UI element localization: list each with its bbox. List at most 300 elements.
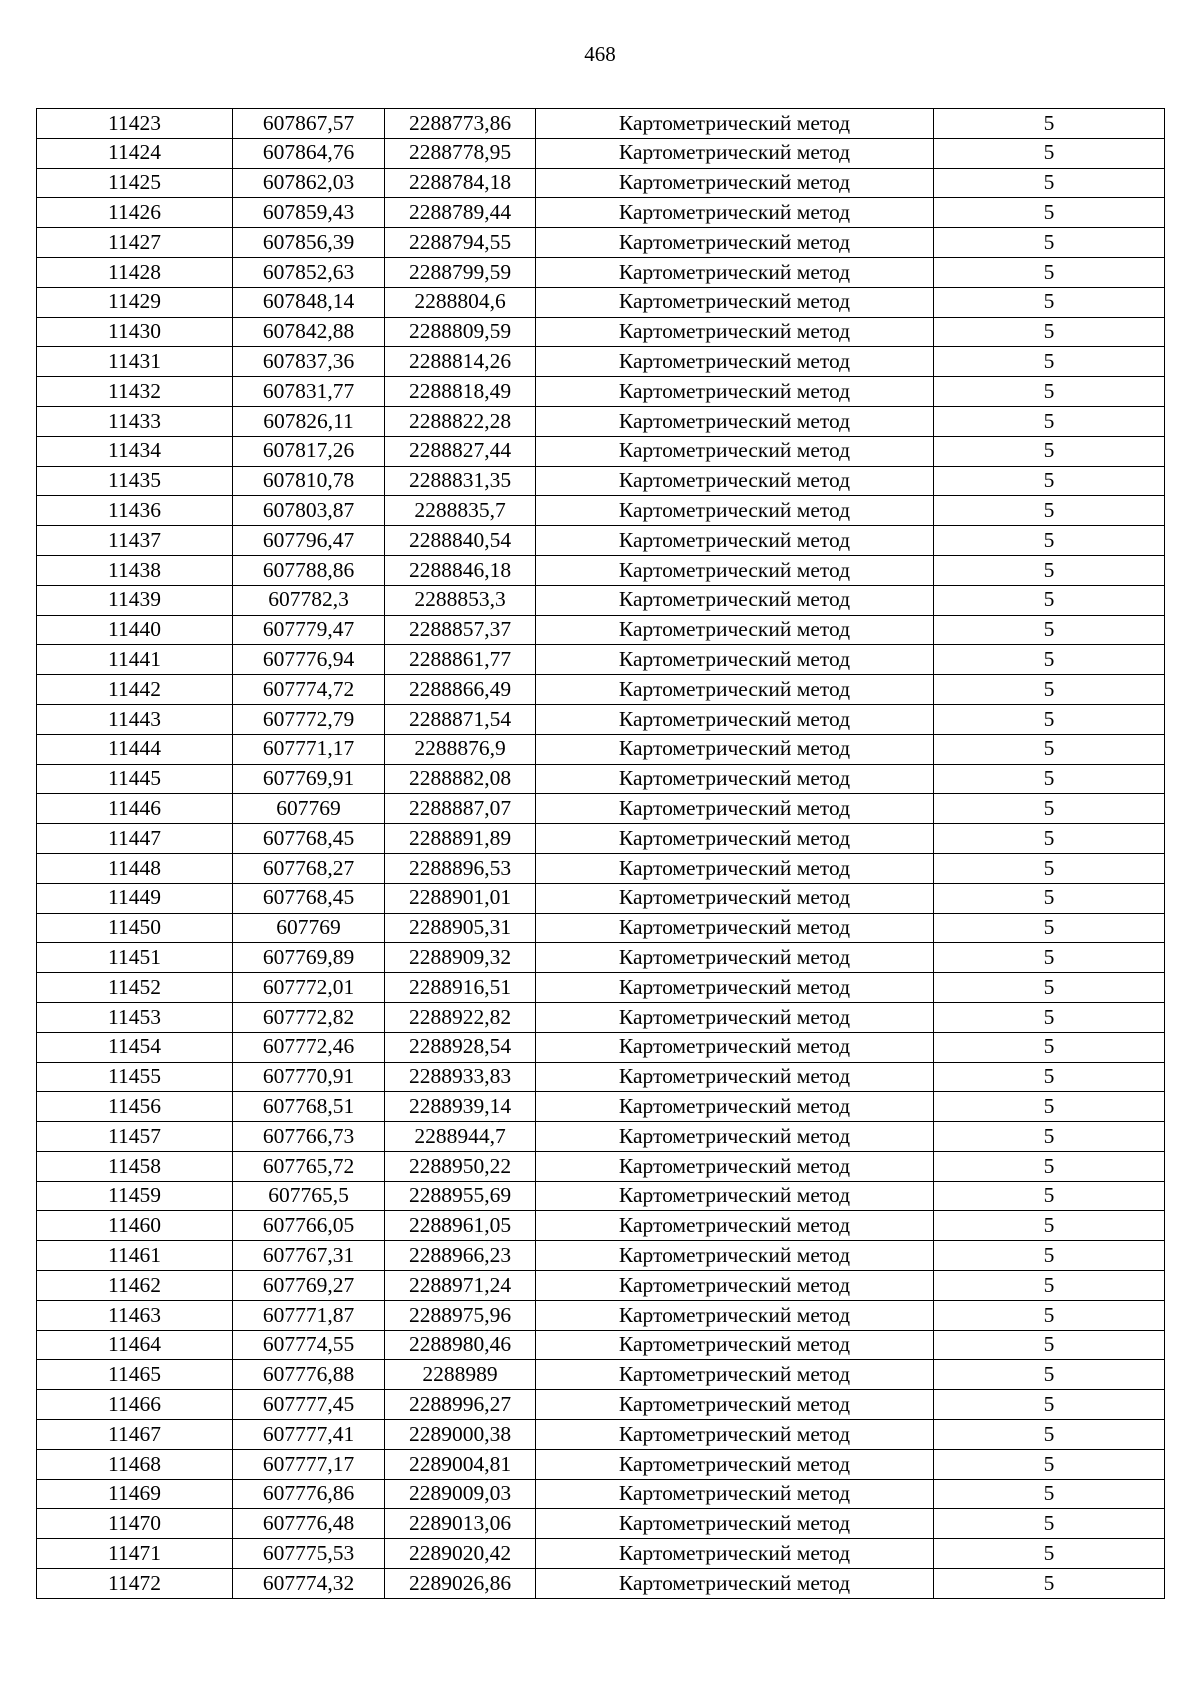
table-row <box>37 794 1165 824</box>
table-row <box>37 1300 1165 1330</box>
method-cell: Картометрический метод <box>536 496 934 526</box>
y-coordinate-cell: 2288794,55 <box>385 228 536 258</box>
method-cell: Картометрический метод <box>536 1479 934 1509</box>
y-coordinate-cell: 2288857,37 <box>385 615 536 645</box>
x-coordinate-cell: 607777,45 <box>233 1390 385 1420</box>
method-cell: Картометрический метод <box>536 943 934 973</box>
point-number-cell: 11425 <box>37 168 233 198</box>
accuracy-cell: 5 <box>934 228 1165 258</box>
x-coordinate-cell: 607779,47 <box>233 615 385 645</box>
coordinates-table <box>36 108 1165 1599</box>
y-coordinate-cell: 2288840,54 <box>385 526 536 556</box>
y-coordinate-cell: 2288822,28 <box>385 406 536 436</box>
point-number-cell: 11447 <box>37 824 233 854</box>
accuracy-cell: 5 <box>934 198 1165 228</box>
method-cell: Картометрический метод <box>536 317 934 347</box>
table-row <box>37 347 1165 377</box>
table-row <box>37 1420 1165 1450</box>
y-coordinate-cell: 2288966,23 <box>385 1241 536 1271</box>
accuracy-cell: 5 <box>934 794 1165 824</box>
accuracy-cell: 5 <box>934 1330 1165 1360</box>
accuracy-cell: 5 <box>934 615 1165 645</box>
y-coordinate-cell: 2288814,26 <box>385 347 536 377</box>
y-coordinate-cell: 2288896,53 <box>385 853 536 883</box>
method-cell: Картометрический метод <box>536 1181 934 1211</box>
table-row <box>37 824 1165 854</box>
x-coordinate-cell: 607776,48 <box>233 1509 385 1539</box>
point-number-cell: 11443 <box>37 704 233 734</box>
point-number-cell: 11424 <box>37 138 233 168</box>
point-number-cell: 11465 <box>37 1360 233 1390</box>
y-coordinate-cell: 2288853,3 <box>385 585 536 615</box>
point-number-cell: 11468 <box>37 1449 233 1479</box>
y-coordinate-cell: 2288827,44 <box>385 436 536 466</box>
table-row <box>37 466 1165 496</box>
x-coordinate-cell: 607768,27 <box>233 853 385 883</box>
table-row <box>37 1062 1165 1092</box>
method-cell: Картометрический метод <box>536 228 934 258</box>
x-coordinate-cell: 607772,01 <box>233 973 385 1003</box>
x-coordinate-cell: 607768,45 <box>233 824 385 854</box>
method-cell: Картометрический метод <box>536 675 934 705</box>
method-cell: Картометрический метод <box>536 1032 934 1062</box>
x-coordinate-cell: 607788,86 <box>233 555 385 585</box>
accuracy-cell: 5 <box>934 1002 1165 1032</box>
accuracy-cell: 5 <box>934 1420 1165 1450</box>
table-row <box>37 973 1165 1003</box>
method-cell: Картометрический метод <box>536 1092 934 1122</box>
y-coordinate-cell: 2288804,6 <box>385 287 536 317</box>
x-coordinate-cell: 607774,32 <box>233 1569 385 1599</box>
method-cell: Картометрический метод <box>536 913 934 943</box>
x-coordinate-cell: 607831,77 <box>233 377 385 407</box>
table-row <box>37 1479 1165 1509</box>
table-row <box>37 913 1165 943</box>
y-coordinate-cell: 2288876,9 <box>385 734 536 764</box>
accuracy-cell: 5 <box>934 347 1165 377</box>
table-row <box>37 555 1165 585</box>
point-number-cell: 11469 <box>37 1479 233 1509</box>
point-number-cell: 11433 <box>37 406 233 436</box>
accuracy-cell: 5 <box>934 1271 1165 1301</box>
accuracy-cell: 5 <box>934 913 1165 943</box>
method-cell: Картометрический метод <box>536 1330 934 1360</box>
point-number-cell: 11446 <box>37 794 233 824</box>
x-coordinate-cell: 607771,87 <box>233 1300 385 1330</box>
accuracy-cell: 5 <box>934 1181 1165 1211</box>
y-coordinate-cell: 2288916,51 <box>385 973 536 1003</box>
table-row <box>37 496 1165 526</box>
accuracy-cell: 5 <box>934 1360 1165 1390</box>
x-coordinate-cell: 607774,55 <box>233 1330 385 1360</box>
method-cell: Картометрический метод <box>536 1449 934 1479</box>
table-row <box>37 1092 1165 1122</box>
accuracy-cell: 5 <box>934 138 1165 168</box>
x-coordinate-cell: 607782,3 <box>233 585 385 615</box>
method-cell: Картометрический метод <box>536 1271 934 1301</box>
accuracy-cell: 5 <box>934 109 1165 139</box>
point-number-cell: 11436 <box>37 496 233 526</box>
x-coordinate-cell: 607776,86 <box>233 1479 385 1509</box>
x-coordinate-cell: 607842,88 <box>233 317 385 347</box>
x-coordinate-cell: 607774,72 <box>233 675 385 705</box>
method-cell: Картометрический метод <box>536 406 934 436</box>
point-number-cell: 11464 <box>37 1330 233 1360</box>
table-row <box>37 228 1165 258</box>
point-number-cell: 11450 <box>37 913 233 943</box>
accuracy-cell: 5 <box>934 1211 1165 1241</box>
accuracy-cell: 5 <box>934 1241 1165 1271</box>
method-cell: Картометрический метод <box>536 1002 934 1032</box>
x-coordinate-cell: 607772,46 <box>233 1032 385 1062</box>
method-cell: Картометрический метод <box>536 287 934 317</box>
method-cell: Картометрический метод <box>536 168 934 198</box>
accuracy-cell: 5 <box>934 287 1165 317</box>
y-coordinate-cell: 2288871,54 <box>385 704 536 734</box>
accuracy-cell: 5 <box>934 704 1165 734</box>
point-number-cell: 11455 <box>37 1062 233 1092</box>
table-row <box>37 1271 1165 1301</box>
table-row <box>37 526 1165 556</box>
table-row <box>37 704 1165 734</box>
method-cell: Картометрический метод <box>536 764 934 794</box>
point-number-cell: 11437 <box>37 526 233 556</box>
y-coordinate-cell: 2288835,7 <box>385 496 536 526</box>
point-number-cell: 11439 <box>37 585 233 615</box>
point-number-cell: 11471 <box>37 1539 233 1569</box>
y-coordinate-cell: 2288909,32 <box>385 943 536 973</box>
accuracy-cell: 5 <box>934 1032 1165 1062</box>
y-coordinate-cell: 2288928,54 <box>385 1032 536 1062</box>
table-row <box>37 257 1165 287</box>
x-coordinate-cell: 607837,36 <box>233 347 385 377</box>
table-row <box>37 287 1165 317</box>
y-coordinate-cell: 2288989 <box>385 1360 536 1390</box>
table-row <box>37 734 1165 764</box>
accuracy-cell: 5 <box>934 1122 1165 1152</box>
y-coordinate-cell: 2288789,44 <box>385 198 536 228</box>
accuracy-cell: 5 <box>934 645 1165 675</box>
method-cell: Картометрический метод <box>536 109 934 139</box>
accuracy-cell: 5 <box>934 1509 1165 1539</box>
y-coordinate-cell: 2288818,49 <box>385 377 536 407</box>
y-coordinate-cell: 2288861,77 <box>385 645 536 675</box>
table-row <box>37 883 1165 913</box>
page-number: 468 <box>584 42 616 66</box>
method-cell: Картометрический метод <box>536 615 934 645</box>
method-cell: Картометрический метод <box>536 198 934 228</box>
point-number-cell: 11467 <box>37 1420 233 1450</box>
x-coordinate-cell: 607769 <box>233 794 385 824</box>
table-row <box>37 1390 1165 1420</box>
accuracy-cell: 5 <box>934 257 1165 287</box>
accuracy-cell: 5 <box>934 1569 1165 1599</box>
point-number-cell: 11432 <box>37 377 233 407</box>
method-cell: Картометрический метод <box>536 1211 934 1241</box>
y-coordinate-cell: 2288961,05 <box>385 1211 536 1241</box>
point-number-cell: 11459 <box>37 1181 233 1211</box>
table-row <box>37 317 1165 347</box>
y-coordinate-cell: 2288901,01 <box>385 883 536 913</box>
x-coordinate-cell: 607777,17 <box>233 1449 385 1479</box>
table-row <box>37 1569 1165 1599</box>
table-row <box>37 1211 1165 1241</box>
method-cell: Картометрический метод <box>536 883 934 913</box>
x-coordinate-cell: 607776,88 <box>233 1360 385 1390</box>
y-coordinate-cell: 2288831,35 <box>385 466 536 496</box>
method-cell: Картометрический метод <box>536 1509 934 1539</box>
table-row <box>37 585 1165 615</box>
method-cell: Картометрический метод <box>536 555 934 585</box>
accuracy-cell: 5 <box>934 377 1165 407</box>
method-cell: Картометрический метод <box>536 824 934 854</box>
y-coordinate-cell: 2288778,95 <box>385 138 536 168</box>
table-row <box>37 615 1165 645</box>
point-number-cell: 11470 <box>37 1509 233 1539</box>
point-number-cell: 11458 <box>37 1151 233 1181</box>
method-cell: Картометрический метод <box>536 526 934 556</box>
point-number-cell: 11441 <box>37 645 233 675</box>
accuracy-cell: 5 <box>934 436 1165 466</box>
accuracy-cell: 5 <box>934 675 1165 705</box>
point-number-cell: 11429 <box>37 287 233 317</box>
method-cell: Картометрический метод <box>536 1539 934 1569</box>
method-cell: Картометрический метод <box>536 585 934 615</box>
x-coordinate-cell: 607826,11 <box>233 406 385 436</box>
point-number-cell: 11423 <box>37 109 233 139</box>
y-coordinate-cell: 2288944,7 <box>385 1122 536 1152</box>
x-coordinate-cell: 607777,41 <box>233 1420 385 1450</box>
table-row <box>37 1032 1165 1062</box>
table-row <box>37 1509 1165 1539</box>
x-coordinate-cell: 607769,27 <box>233 1271 385 1301</box>
accuracy-cell: 5 <box>934 1539 1165 1569</box>
y-coordinate-cell: 2288882,08 <box>385 764 536 794</box>
method-cell: Картометрический метод <box>536 1420 934 1450</box>
x-coordinate-cell: 607766,05 <box>233 1211 385 1241</box>
y-coordinate-cell: 2289013,06 <box>385 1509 536 1539</box>
accuracy-cell: 5 <box>934 1092 1165 1122</box>
table-body <box>37 109 1165 1599</box>
point-number-cell: 11438 <box>37 555 233 585</box>
table-row <box>37 138 1165 168</box>
x-coordinate-cell: 607768,45 <box>233 883 385 913</box>
table-row <box>37 109 1165 139</box>
table-row <box>37 943 1165 973</box>
x-coordinate-cell: 607859,43 <box>233 198 385 228</box>
table-row <box>37 645 1165 675</box>
y-coordinate-cell: 2288933,83 <box>385 1062 536 1092</box>
y-coordinate-cell: 2288955,69 <box>385 1181 536 1211</box>
point-number-cell: 11461 <box>37 1241 233 1271</box>
method-cell: Картометрический метод <box>536 973 934 1003</box>
x-coordinate-cell: 607852,63 <box>233 257 385 287</box>
method-cell: Картометрический метод <box>536 1151 934 1181</box>
y-coordinate-cell: 2288996,27 <box>385 1390 536 1420</box>
point-number-cell: 11442 <box>37 675 233 705</box>
point-number-cell: 11426 <box>37 198 233 228</box>
accuracy-cell: 5 <box>934 168 1165 198</box>
table-row <box>37 406 1165 436</box>
table-row <box>37 1330 1165 1360</box>
table-row <box>37 1539 1165 1569</box>
x-coordinate-cell: 607770,91 <box>233 1062 385 1092</box>
table-row <box>37 764 1165 794</box>
table-row <box>37 1449 1165 1479</box>
table-row <box>37 1002 1165 1032</box>
y-coordinate-cell: 2288809,59 <box>385 317 536 347</box>
method-cell: Картометрический метод <box>536 377 934 407</box>
accuracy-cell: 5 <box>934 1151 1165 1181</box>
x-coordinate-cell: 607766,73 <box>233 1122 385 1152</box>
accuracy-cell: 5 <box>934 883 1165 913</box>
y-coordinate-cell: 2289009,03 <box>385 1479 536 1509</box>
method-cell: Картометрический метод <box>536 1062 934 1092</box>
point-number-cell: 11448 <box>37 853 233 883</box>
accuracy-cell: 5 <box>934 555 1165 585</box>
point-number-cell: 11472 <box>37 1569 233 1599</box>
point-number-cell: 11451 <box>37 943 233 973</box>
method-cell: Картометрический метод <box>536 1122 934 1152</box>
x-coordinate-cell: 607867,57 <box>233 109 385 139</box>
y-coordinate-cell: 2288784,18 <box>385 168 536 198</box>
point-number-cell: 11466 <box>37 1390 233 1420</box>
point-number-cell: 11460 <box>37 1211 233 1241</box>
accuracy-cell: 5 <box>934 406 1165 436</box>
accuracy-cell: 5 <box>934 317 1165 347</box>
x-coordinate-cell: 607772,79 <box>233 704 385 734</box>
x-coordinate-cell: 607769,89 <box>233 943 385 973</box>
method-cell: Картометрический метод <box>536 704 934 734</box>
y-coordinate-cell: 2288891,89 <box>385 824 536 854</box>
point-number-cell: 11454 <box>37 1032 233 1062</box>
x-coordinate-cell: 607769 <box>233 913 385 943</box>
method-cell: Картометрический метод <box>536 1569 934 1599</box>
x-coordinate-cell: 607771,17 <box>233 734 385 764</box>
method-cell: Картометрический метод <box>536 1300 934 1330</box>
point-number-cell: 11462 <box>37 1271 233 1301</box>
y-coordinate-cell: 2289000,38 <box>385 1420 536 1450</box>
x-coordinate-cell: 607765,72 <box>233 1151 385 1181</box>
table-row <box>37 675 1165 705</box>
method-cell: Картометрический метод <box>536 734 934 764</box>
x-coordinate-cell: 607769,91 <box>233 764 385 794</box>
accuracy-cell: 5 <box>934 585 1165 615</box>
x-coordinate-cell: 607862,03 <box>233 168 385 198</box>
accuracy-cell: 5 <box>934 1300 1165 1330</box>
accuracy-cell: 5 <box>934 1390 1165 1420</box>
y-coordinate-cell: 2288905,31 <box>385 913 536 943</box>
method-cell: Картометрический метод <box>536 1360 934 1390</box>
x-coordinate-cell: 607776,94 <box>233 645 385 675</box>
point-number-cell: 11430 <box>37 317 233 347</box>
y-coordinate-cell: 2288846,18 <box>385 555 536 585</box>
table-row <box>37 377 1165 407</box>
point-number-cell: 11457 <box>37 1122 233 1152</box>
point-number-cell: 11427 <box>37 228 233 258</box>
method-cell: Картометрический метод <box>536 436 934 466</box>
point-number-cell: 11431 <box>37 347 233 377</box>
method-cell: Картометрический метод <box>536 347 934 377</box>
method-cell: Картометрический метод <box>536 794 934 824</box>
point-number-cell: 11452 <box>37 973 233 1003</box>
x-coordinate-cell: 607765,5 <box>233 1181 385 1211</box>
x-coordinate-cell: 607775,53 <box>233 1539 385 1569</box>
point-number-cell: 11440 <box>37 615 233 645</box>
table-row <box>37 1122 1165 1152</box>
table-row <box>37 436 1165 466</box>
y-coordinate-cell: 2288887,07 <box>385 794 536 824</box>
method-cell: Картометрический метод <box>536 466 934 496</box>
accuracy-cell: 5 <box>934 824 1165 854</box>
y-coordinate-cell: 2288950,22 <box>385 1151 536 1181</box>
accuracy-cell: 5 <box>934 1449 1165 1479</box>
table-row <box>37 198 1165 228</box>
x-coordinate-cell: 607817,26 <box>233 436 385 466</box>
table-row <box>37 1241 1165 1271</box>
x-coordinate-cell: 607856,39 <box>233 228 385 258</box>
accuracy-cell: 5 <box>934 496 1165 526</box>
accuracy-cell: 5 <box>934 943 1165 973</box>
method-cell: Картометрический метод <box>536 645 934 675</box>
y-coordinate-cell: 2288866,49 <box>385 675 536 705</box>
x-coordinate-cell: 607768,51 <box>233 1092 385 1122</box>
table-row <box>37 853 1165 883</box>
table-row <box>37 1181 1165 1211</box>
point-number-cell: 11428 <box>37 257 233 287</box>
x-coordinate-cell: 607767,31 <box>233 1241 385 1271</box>
x-coordinate-cell: 607848,14 <box>233 287 385 317</box>
method-cell: Картометрический метод <box>536 257 934 287</box>
x-coordinate-cell: 607803,87 <box>233 496 385 526</box>
y-coordinate-cell: 2289020,42 <box>385 1539 536 1569</box>
table-row <box>37 1151 1165 1181</box>
y-coordinate-cell: 2288922,82 <box>385 1002 536 1032</box>
point-number-cell: 11444 <box>37 734 233 764</box>
y-coordinate-cell: 2289026,86 <box>385 1569 536 1599</box>
x-coordinate-cell: 607864,76 <box>233 138 385 168</box>
accuracy-cell: 5 <box>934 973 1165 1003</box>
point-number-cell: 11453 <box>37 1002 233 1032</box>
accuracy-cell: 5 <box>934 734 1165 764</box>
y-coordinate-cell: 2288975,96 <box>385 1300 536 1330</box>
y-coordinate-cell: 2288773,86 <box>385 109 536 139</box>
point-number-cell: 11445 <box>37 764 233 794</box>
y-coordinate-cell: 2288980,46 <box>385 1330 536 1360</box>
accuracy-cell: 5 <box>934 764 1165 794</box>
method-cell: Картометрический метод <box>536 1241 934 1271</box>
point-number-cell: 11435 <box>37 466 233 496</box>
accuracy-cell: 5 <box>934 1062 1165 1092</box>
y-coordinate-cell: 2288939,14 <box>385 1092 536 1122</box>
table-row <box>37 1360 1165 1390</box>
point-number-cell: 11456 <box>37 1092 233 1122</box>
table-row <box>37 168 1165 198</box>
y-coordinate-cell: 2288971,24 <box>385 1271 536 1301</box>
x-coordinate-cell: 607810,78 <box>233 466 385 496</box>
x-coordinate-cell: 607772,82 <box>233 1002 385 1032</box>
method-cell: Картометрический метод <box>536 138 934 168</box>
method-cell: Картометрический метод <box>536 853 934 883</box>
point-number-cell: 11434 <box>37 436 233 466</box>
y-coordinate-cell: 2289004,81 <box>385 1449 536 1479</box>
accuracy-cell: 5 <box>934 526 1165 556</box>
accuracy-cell: 5 <box>934 1479 1165 1509</box>
x-coordinate-cell: 607796,47 <box>233 526 385 556</box>
method-cell: Картометрический метод <box>536 1390 934 1420</box>
point-number-cell: 11449 <box>37 883 233 913</box>
accuracy-cell: 5 <box>934 853 1165 883</box>
